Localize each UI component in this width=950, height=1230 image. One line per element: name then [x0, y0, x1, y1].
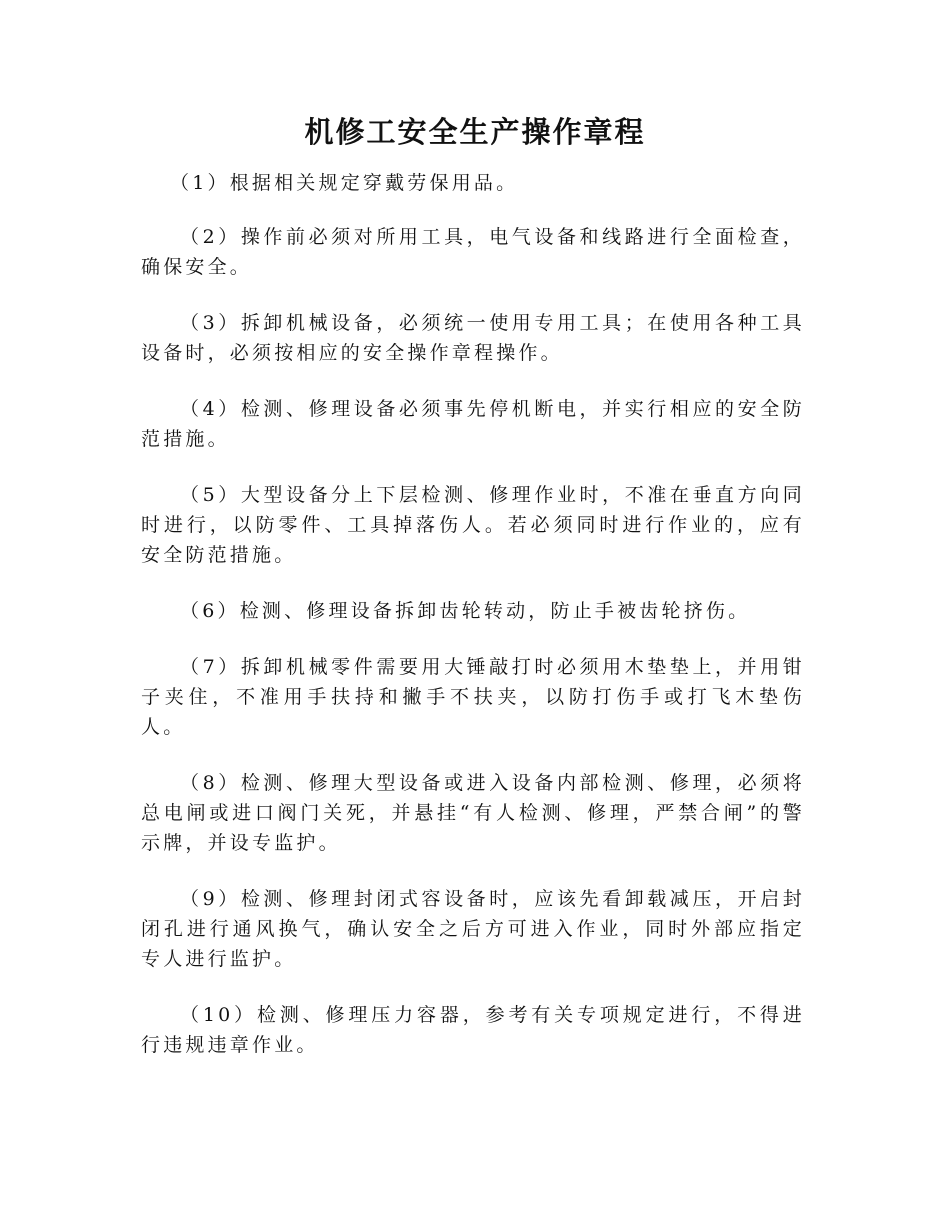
rule-paragraph-7: （7）拆卸机械零件需要用大锤敲打时必须用木垫垫上，并用钳子夹住，不准用手扶持和撇手不扶夹，以防打伤手或打飞木垫伤人。 — [141, 656, 805, 738]
rule-paragraph-4: （4）检测、修理设备必须事先停机断电，并实行相应的安全防范措施。 — [141, 398, 805, 450]
rule-paragraph-6: （6）检测、修理设备拆卸齿轮转动，防止手被齿轮挤伤。 — [180, 600, 751, 622]
rule-paragraph-8: （8）检测、修理大型设备或进入设备内部检测、修理，必须将总电闸或进口阀门关死，并悬挂“有人检测、修理，严禁合闸”的警示牌，并设专监护。 — [141, 772, 805, 854]
rule-paragraph-1: （1）根据相关规定穿戴劳保用品。 — [170, 172, 519, 194]
rule-paragraph-10: （10）检测、修理压力容器，参考有关专项规定进行，不得进行违规违章作业。 — [141, 1004, 805, 1056]
rule-paragraph-9: （9）检测、修理封闭式容设备时，应该先看卸载减压，开启封闭孔进行通风换气，确认安全之后方可进入作业，同时外部应指定专人进行监护。 — [141, 888, 805, 970]
document-body — [141, 168, 805, 1086]
rule-paragraph-2: （2）操作前必须对所用工具，电气设备和线路进行全面检查，确保安全。 — [141, 226, 805, 278]
rule-paragraph-3: （3）拆卸机械设备，必须统一使用专用工具；在使用各种工具设备时，必须按相应的安全操作章程操作。 — [141, 312, 805, 364]
document-title: 机修工安全生产操作章程 — [304, 115, 646, 149]
rule-paragraph-5: （5）大型设备分上下层检测、修理作业时，不准在垂直方向同时进行，以防零件、工具掉落伤人。若必须同时进行作业的，应有安全防范措施。 — [141, 484, 805, 566]
